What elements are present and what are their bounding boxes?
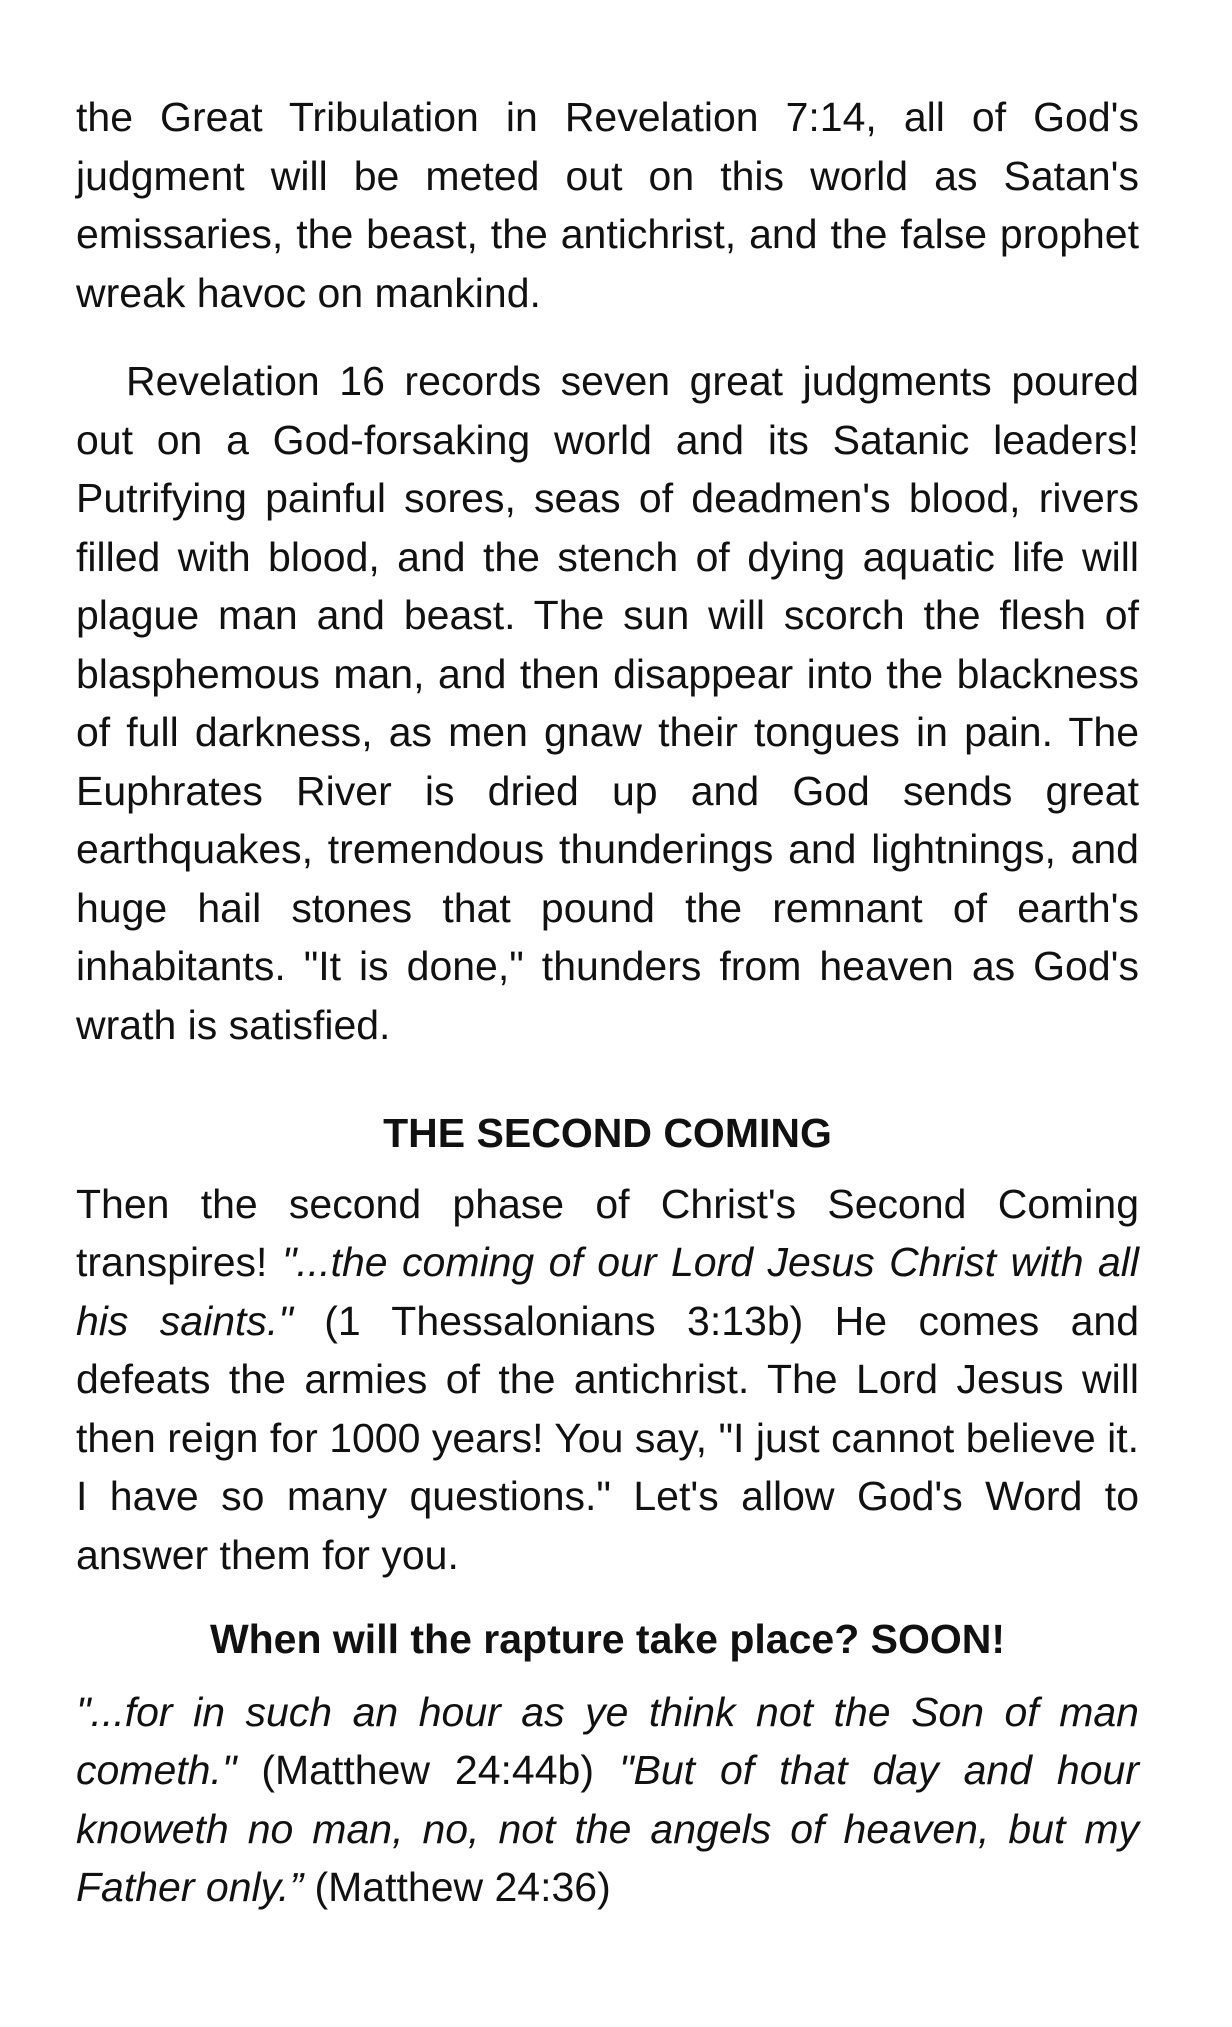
text-second-coming-end: (1 Thessalonians 3:13b) He comes and defeats the armies of the antichrist. The Lord Jesus will then reign for 1000 years! You say, "I just cannot believe it. I have so many questions." Let's allow God's Word to answer them for you. bbox=[76, 1297, 1139, 1578]
ref-matthew-24-36: (Matthew 24:36) bbox=[303, 1864, 611, 1910]
heading-when-rapture: When will the rapture take place? SOON! bbox=[209, 1616, 1006, 1662]
quote-matthew-24-44: "...for in such an hour as ye think not the Son of man cometh." bbox=[76, 1688, 1139, 1793]
ref-matthew-24-44: (Matthew 24:44b) bbox=[236, 1747, 619, 1793]
paragraph-tribulation: the Great Tribulation in Revelation 7:14, all of God's judgment will be meted out on this world as Satan's emissaries, the beast, the antichrist, and the false prophet wreak havoc on mankind. bbox=[76, 94, 1139, 316]
heading-second-coming: THE SECOND COMING bbox=[383, 1110, 832, 1156]
paragraph-revelation-16: Revelation 16 records seven great judgments poured out on a God-forsaking world and its Satanic leaders! Putrifying painful sores, seas of deadmen's blood, rivers filled with blood, and the stench of dying aquatic life will plague man and beast. The sun will scorch the flesh of blasphemous man, and then disappear into the blackness of full darkness, as men gnaw their tongues in pain. The Euphrates River is dried up and God sends great earthquakes, tremendous thunderings and lightnings, and huge hail stones that pound the remnant of earth's inhabitants. "It is done," thunders from heaven as God's wrath is satisfied. bbox=[76, 358, 1139, 1048]
paragraph-second-coming bbox=[76, 1175, 1139, 1585]
quote-thessalonians: "...the coming of our Lord Jesus Christ with all his saints." bbox=[76, 1239, 1139, 1344]
paragraph-rapture-answer bbox=[76, 1683, 1139, 1917]
text-second-coming-start: Then the second phase of Christ's Second Coming transpires! bbox=[76, 1180, 1139, 1285]
quote-matthew-24-36: "But of that day and hour knoweth no man, no, not the angels of heaven, but my Father only.” bbox=[76, 1747, 1139, 1910]
document-page bbox=[76, 88, 1139, 1917]
